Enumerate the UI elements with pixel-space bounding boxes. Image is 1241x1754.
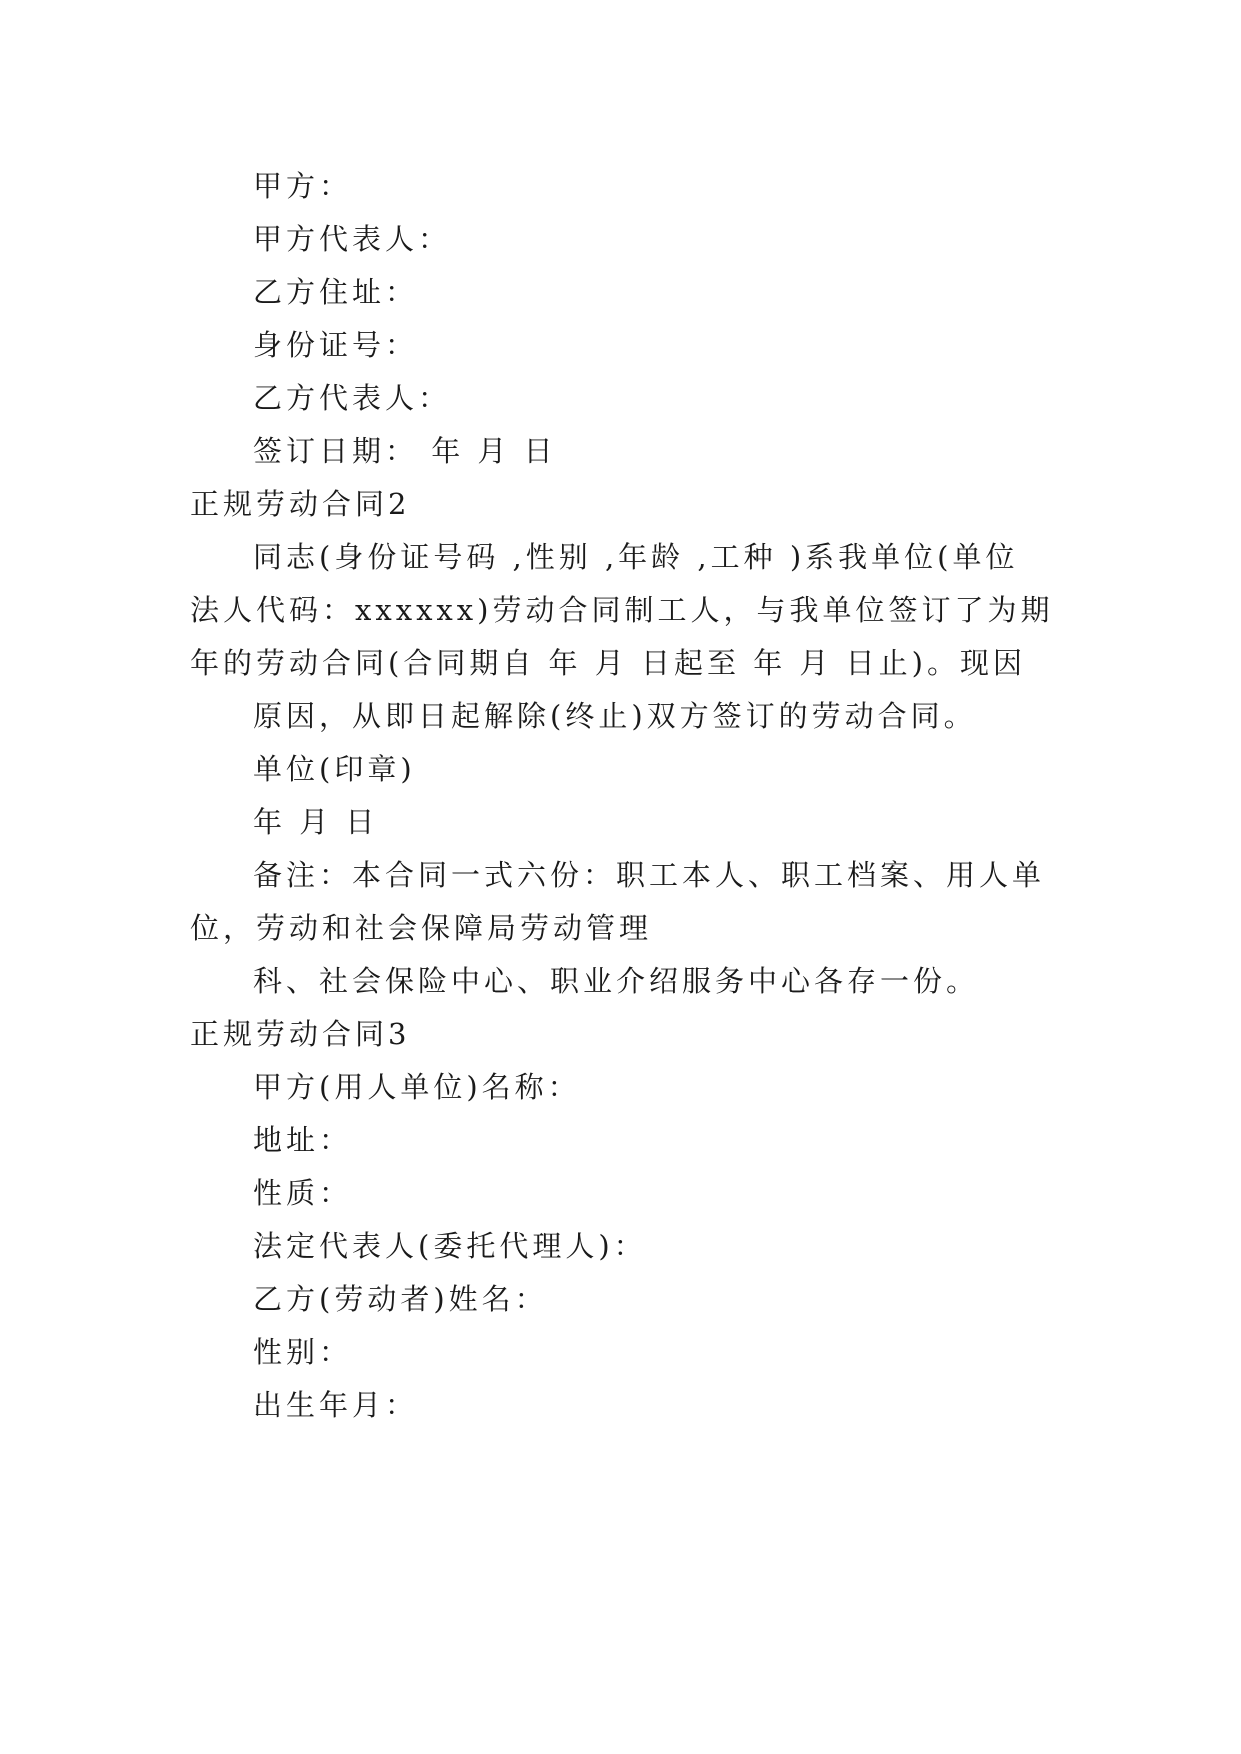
date-line: 年 月 日 xyxy=(253,805,379,839)
worker-name-line: 乙方(劳动者)姓名： xyxy=(253,1282,548,1316)
party-b-address-line: 乙方住址： xyxy=(253,275,419,309)
unit-seal-line: 单位(印章) xyxy=(253,752,416,786)
paragraph-line: 同志(身份证号码 ,性别 ,年龄 ,工种 )系我单位(单位 xyxy=(253,540,1019,574)
paragraph-line: 年的劳动合同(合同期自 年 月 日起至 年 月 日止)。现因 xyxy=(190,646,1026,680)
id-number-line: 身份证号： xyxy=(253,328,419,362)
party-a-line: 甲方： xyxy=(253,169,353,203)
note-line: 位，劳动和社会保障局劳动管理 xyxy=(190,911,653,945)
nature-line: 性质： xyxy=(253,1176,353,1210)
signing-date-line: 签订日期： 年 月 日 xyxy=(253,434,557,468)
employer-name-line: 甲方(用人单位)名称： xyxy=(253,1070,581,1104)
paragraph-line: 法人代码：xxxxxx)劳动合同制工人，与我单位签订了为期 xyxy=(190,593,1054,627)
party-a-representative-line: 甲方代表人： xyxy=(253,222,452,256)
birth-date-line: 出生年月： xyxy=(253,1388,419,1422)
note-line: 科、社会保险中心、职业介绍服务中心各存一份。 xyxy=(253,964,980,998)
gender-line: 性别： xyxy=(253,1335,353,1369)
legal-representative-line: 法定代表人(委托代理人)： xyxy=(253,1229,647,1263)
section-heading-contract-3: 正规劳动合同3 xyxy=(190,1017,411,1051)
address-line: 地址： xyxy=(253,1123,353,1157)
party-b-representative-line: 乙方代表人： xyxy=(253,381,452,415)
paragraph-line: 原因，从即日起解除(终止)双方签订的劳动合同。 xyxy=(253,699,977,733)
section-heading-contract-2: 正规劳动合同2 xyxy=(190,487,411,521)
note-line: 备注：本合同一式六份：职工本人、职工档案、用人单 xyxy=(253,858,1046,892)
